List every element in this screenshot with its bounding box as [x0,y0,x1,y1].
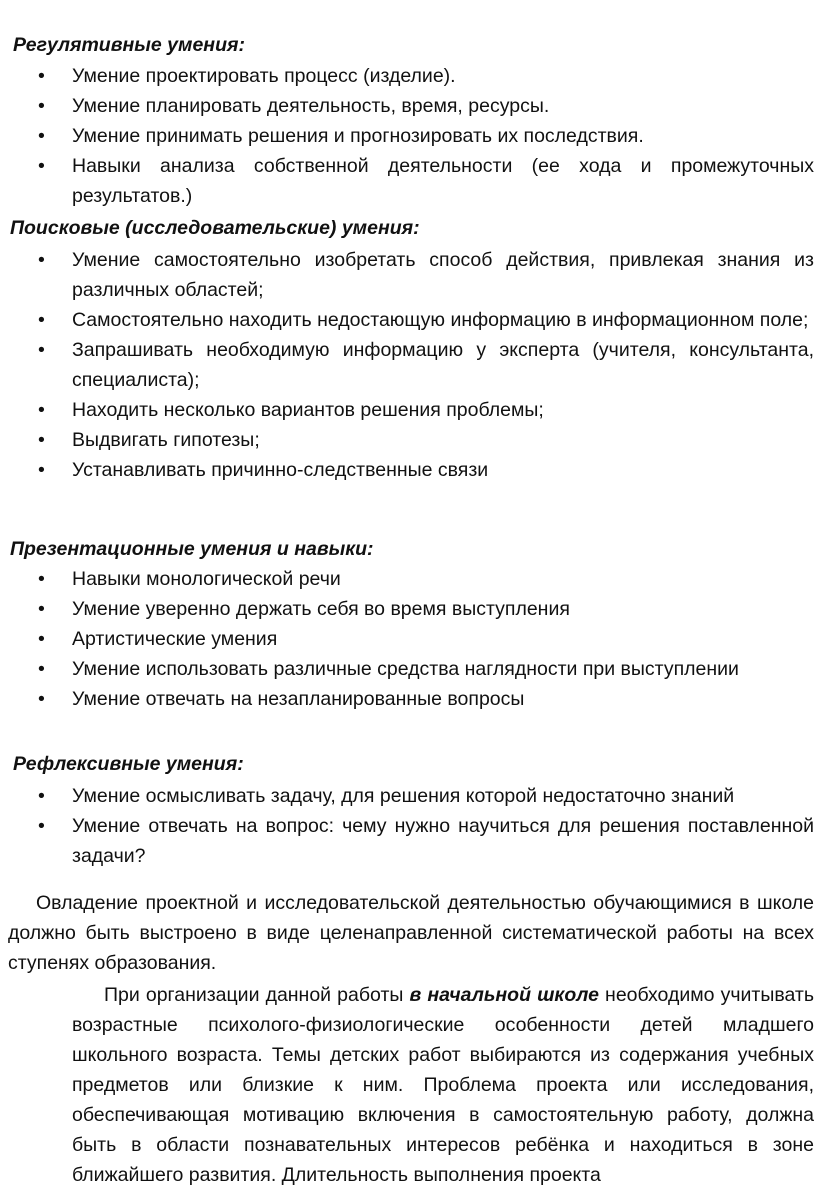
bullet-icon: • [38,658,45,680]
list-item: • Умение использовать различные средства наглядности при выступлении [0,654,816,684]
section-heading-regulatory: Регулятивные умения: [13,34,245,56]
section-heading-presentation: Презентационные умения и навыки: [10,538,374,560]
list-item: • Умение планировать деятельность, время, ресурсы. [0,91,816,121]
presentation-skills-list [0,564,816,714]
reflexive-skills-list [0,781,816,871]
list-item: • Навыки монологической речи [0,564,816,594]
bullet-icon: • [38,65,45,87]
bullet-icon: • [38,249,45,271]
research-skills-list [0,245,816,485]
list-item: • Умение проектировать процесс (изделие). [0,61,816,91]
bullet-icon: • [38,309,45,331]
list-item: • Умение отвечать на незапланированные вопросы [0,684,816,714]
bullet-icon: • [38,429,45,451]
section-heading-research: Поисковые (исследовательские) умения: [10,217,420,239]
section-heading-reflexive: Рефлексивные умения: [13,753,244,775]
list-item: • Устанавливать причинно-следственные связи [0,455,816,485]
list-item: • Запрашивать необходимую информацию у эксперта (учителя, консультанта, специалиста); [0,335,816,395]
paragraph-intro: Овладение проектной и исследовательской деятельностью обучающимися в школе должно быть выстроено в виде целенаправленной систематической работы на всех ступенях образования. [8,892,814,974]
list-item: • Умение уверенно держать себя во время выступления [0,594,816,624]
bullet-icon: • [38,339,45,361]
bullet-icon: • [38,785,45,807]
bullet-icon: • [38,688,45,710]
bullet-icon: • [38,459,45,481]
bullet-icon: • [38,125,45,147]
bullet-icon: • [38,598,45,620]
list-item: • Навыки анализа собственной деятельности (ее хода и промежуточных результатов.) [0,151,816,211]
list-item: • Умение осмысливать задачу, для решения которой недостаточно знаний [0,781,816,811]
list-item: • Самостоятельно находить недостающую информацию в информационном поле; [0,305,816,335]
paragraph-primary-school: При организации данной работы в начальной школе необходимо учитывать возрастные психолого-физиологические особенности детей младшего школьного возраста. Темы детских работ выбираются из содержания учебных предметов или близкие к ним. Проблема проекта или исследования, обеспечивающая мотивацию включения в самостоятельную работу, должна быть в области познавательных интересов ребёнка и находиться в зоне ближайшего развития. Длительность выполнения проекта [72,984,814,1186]
list-item: • Артистические умения [0,624,816,654]
list-item: • Умение самостоятельно изобретать способ действия, привлекая знания из различных областей; [0,245,816,305]
list-item: • Умение принимать решения и прогнозировать их последствия. [0,121,816,151]
list-item: • Находить несколько вариантов решения проблемы; [0,395,816,425]
bullet-icon: • [38,815,45,837]
list-item: • Умение отвечать на вопрос: чему нужно научиться для решения поставленной задачи? [0,811,816,871]
bullet-icon: • [38,95,45,117]
bullet-icon: • [38,155,45,177]
regulatory-skills-list [0,61,816,211]
list-item: • Выдвигать гипотезы; [0,425,816,455]
bullet-icon: • [38,568,45,590]
bullet-icon: • [38,628,45,650]
emphasis-primary-school: в начальной школе [409,984,599,1006]
bullet-icon: • [38,399,45,421]
